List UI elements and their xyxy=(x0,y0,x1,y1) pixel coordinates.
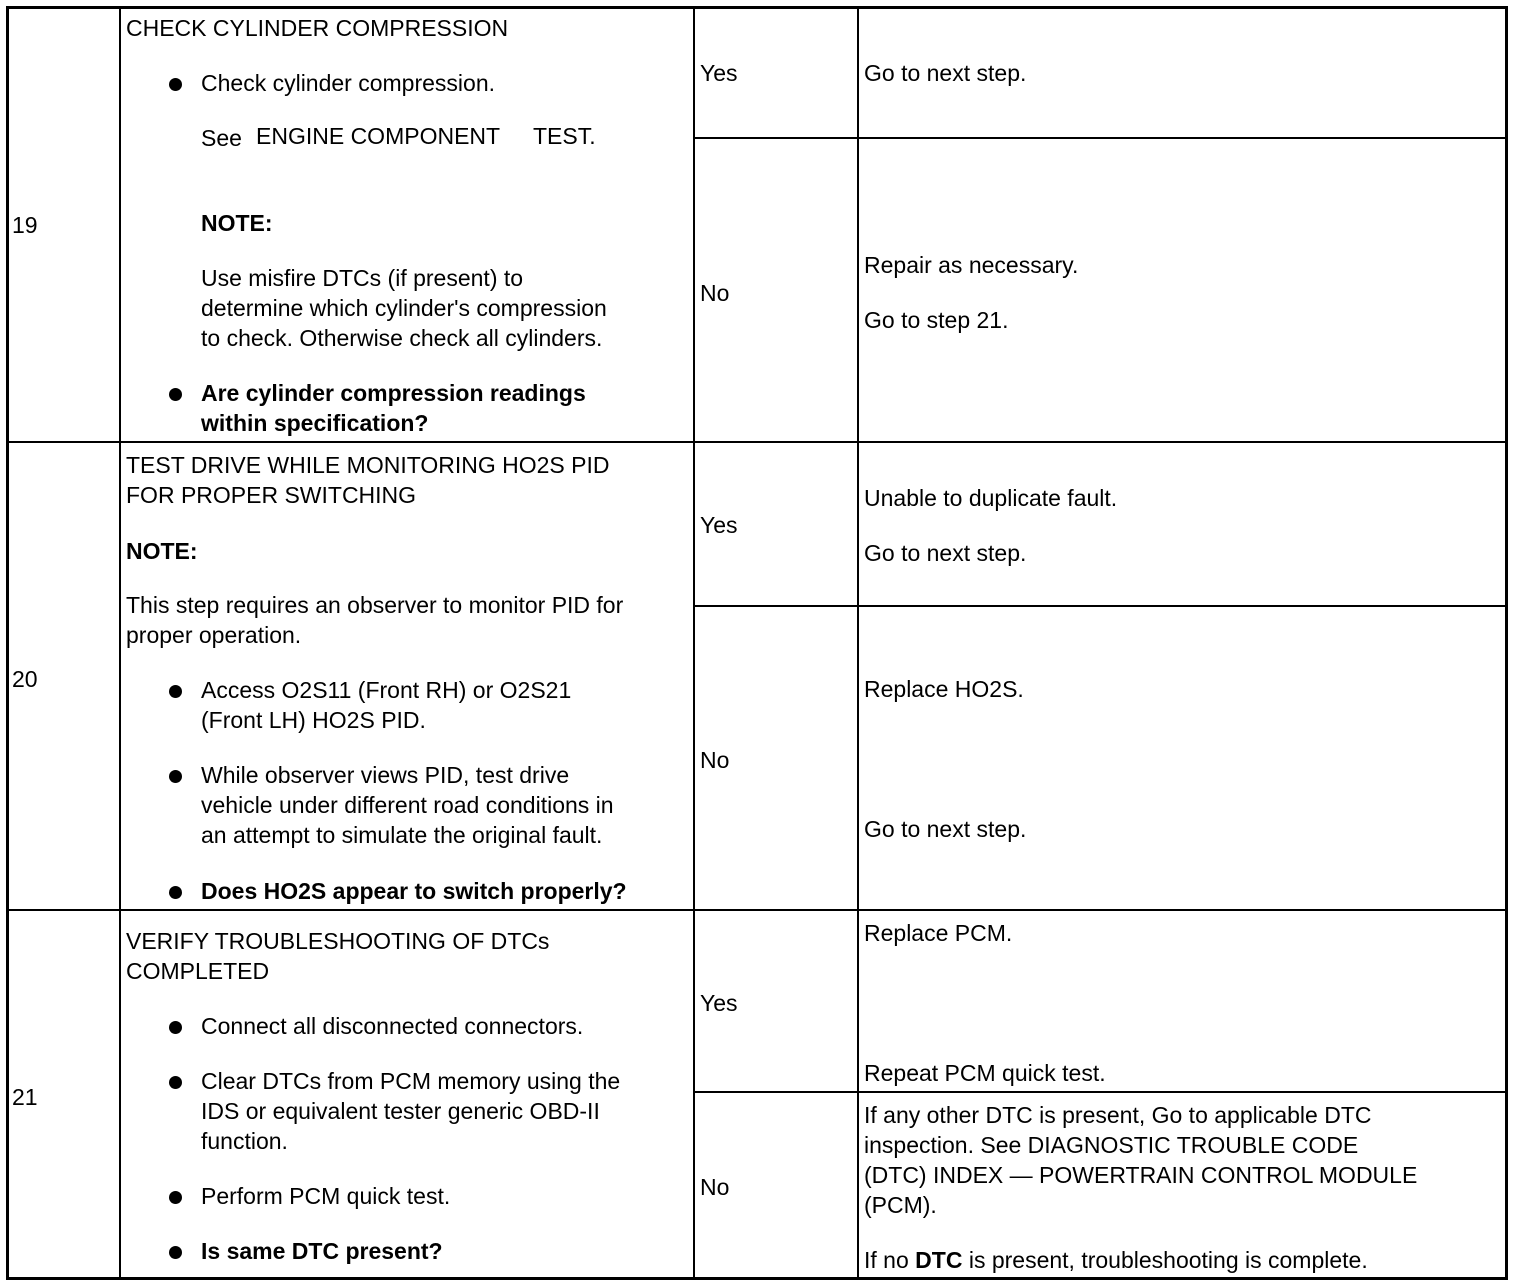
step-21-bullet-1: Connect all disconnected connectors. xyxy=(201,1013,584,1039)
step-21-no-action-1: If any other DTC is present, Go to applicable DTC inspection. See DIAGNOSTIC TROUBLE CODE (DTC) INDEX — POWERTRAIN CONTROL MODULE (PCM). xyxy=(864,1102,1418,1218)
bullet-icon xyxy=(169,78,182,91)
step-19-yes-action: Go to next step. xyxy=(864,60,1027,86)
step-20-no-action-2: Go to next step. xyxy=(864,816,1027,842)
step-20-note-label: NOTE: xyxy=(126,538,198,564)
row-divider-20-21 xyxy=(6,909,1508,911)
step-21-no-action-2-bold: DTC xyxy=(915,1247,963,1273)
step-21-yes-action-1: Replace PCM. xyxy=(864,920,1013,946)
bullet-icon xyxy=(169,886,182,899)
step-19-no-label: No xyxy=(700,280,730,306)
column-divider-result xyxy=(857,6,859,1280)
step-20-bullet-2: While observer views PID, test drive vehicle under different road conditions in an attempt to simulate the original fault. xyxy=(201,762,614,848)
step-number-20: 20 xyxy=(12,666,38,692)
bullet-icon xyxy=(169,388,182,401)
step-21-bullet-3: Perform PCM quick test. xyxy=(201,1183,451,1209)
step-21-question: Is same DTC present? xyxy=(201,1238,443,1264)
step-19-question: Are cylinder compression readings within specification? xyxy=(201,380,586,436)
step-19-bullet-1: Check cylinder compression. xyxy=(201,70,496,96)
step-20-question: Does HO2S appear to switch properly? xyxy=(201,878,627,904)
bullet-icon xyxy=(169,1021,182,1034)
step-19-note-label: NOTE: xyxy=(201,210,273,236)
step-title-19: CHECK CYLINDER COMPRESSION xyxy=(126,15,509,41)
table-border-left xyxy=(6,6,9,1280)
step-19-see-link[interactable]: ENGINE COMPONENT xyxy=(256,123,501,149)
step-21-no-label: No xyxy=(700,1174,730,1200)
step-21-no-action-2-suffix: is present, troubleshooting is complete. xyxy=(968,1247,1368,1273)
bullet-icon xyxy=(169,685,182,698)
table-border-right xyxy=(1505,6,1508,1280)
step-21-no-action-2-prefix: If no xyxy=(864,1247,909,1273)
bullet-icon xyxy=(169,1246,182,1259)
table-border-bottom xyxy=(6,1277,1508,1280)
step-19-no-action-1: Repair as necessary. xyxy=(864,252,1079,278)
step-20-yes-action-1: Unable to duplicate fault. xyxy=(864,485,1118,511)
step-20-yes-label: Yes xyxy=(700,512,738,538)
step-title-21: VERIFY TROUBLESHOOTING OF DTCs COMPLETED xyxy=(126,928,550,984)
step-number-21: 21 xyxy=(12,1084,38,1110)
subrow-divider-19 xyxy=(693,137,1508,139)
bullet-icon xyxy=(169,1076,182,1089)
step-20-note-text: This step requires an observer to monitor PID for proper operation. xyxy=(126,592,624,648)
step-19-see-prefix: See xyxy=(201,125,242,151)
subrow-divider-21 xyxy=(693,1091,1508,1093)
step-19-yes-label: Yes xyxy=(700,60,738,86)
column-divider-step xyxy=(119,6,121,1280)
bullet-icon xyxy=(169,1191,182,1204)
step-21-yes-label: Yes xyxy=(700,990,738,1016)
step-20-bullet-1: Access O2S11 (Front RH) or O2S21 (Front LH) HO2S PID. xyxy=(201,677,572,733)
step-21-no-action-2 xyxy=(864,1245,1368,1275)
step-title-20: TEST DRIVE WHILE MONITORING HO2S PID FOR PROPER SWITCHING xyxy=(126,452,610,508)
step-20-no-label: No xyxy=(700,747,730,773)
step-20-no-action-1: Replace HO2S. xyxy=(864,676,1024,702)
step-21-bullet-2: Clear DTCs from PCM memory using the IDS or equivalent tester generic OBD-II function. xyxy=(201,1068,621,1154)
table-border-top xyxy=(6,6,1508,9)
step-19-see-suffix: TEST. xyxy=(533,123,596,149)
bullet-icon xyxy=(169,770,182,783)
step-19-note-text: Use misfire DTCs (if present) to determine which cylinder's compression to check. Otherwise check all cylinders. xyxy=(201,265,607,351)
subrow-divider-20 xyxy=(693,605,1508,607)
step-19-no-action-2: Go to step 21. xyxy=(864,307,1009,333)
column-divider-action xyxy=(693,6,695,1280)
step-21-yes-action-2: Repeat PCM quick test. xyxy=(864,1060,1106,1086)
row-divider-19-20 xyxy=(6,441,1508,443)
step-number-19: 19 xyxy=(12,212,38,238)
step-20-yes-action-2: Go to next step. xyxy=(864,540,1027,566)
